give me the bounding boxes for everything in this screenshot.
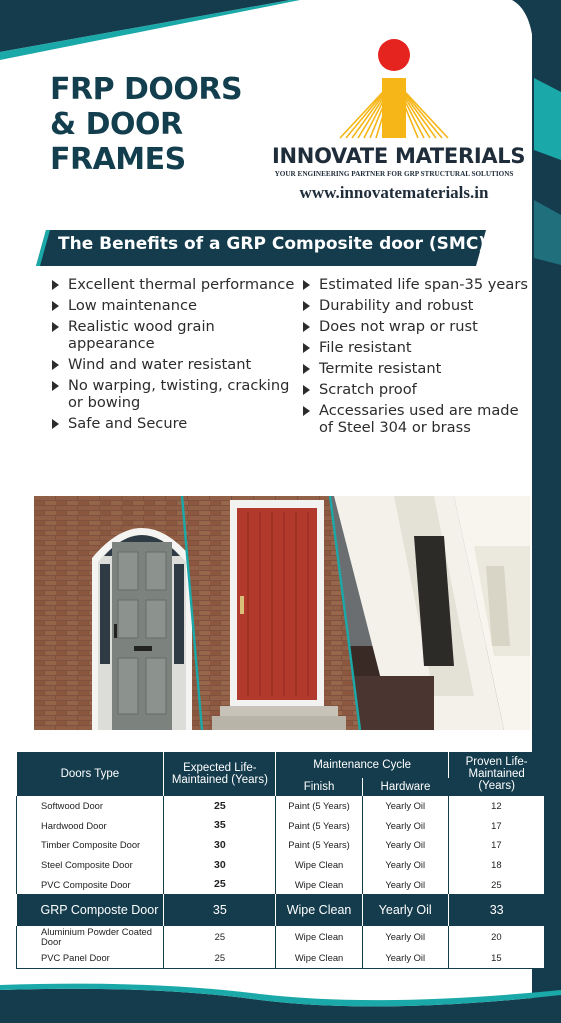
finish-cell: Wipe Clean — [276, 948, 362, 968]
list-item: Excellent thermal performance — [52, 276, 297, 293]
table-row — [17, 948, 545, 968]
proven-life-cell: 25 — [448, 874, 544, 894]
door-type-cell: Steel Composite Door — [17, 855, 164, 875]
proven-life-cell: 33 — [448, 894, 544, 926]
benefits-list-left — [52, 276, 297, 436]
proven-life-cell: 12 — [448, 796, 544, 816]
expected-life-cell: 25 — [164, 796, 276, 816]
finish-cell: Paint (5 Years) — [276, 835, 362, 855]
finish-cell: Wipe Clean — [276, 894, 362, 926]
header-maintenance-cycle: Maintenance Cycle — [276, 752, 448, 778]
list-item: No warping, twisting, cracking or bowing — [52, 377, 297, 411]
header-proven-life: Proven Life-Maintained (Years) — [448, 752, 544, 796]
list-item: Low maintenance — [52, 297, 297, 314]
bullet-triangle-icon — [52, 280, 59, 290]
benefits-list-right — [303, 276, 533, 440]
table-row — [17, 874, 545, 894]
door-type-cell: PVC Composite Door — [17, 874, 164, 894]
bullet-triangle-icon — [52, 381, 59, 391]
table-row — [17, 835, 545, 855]
list-item: Realistic wood grain appearance — [52, 318, 297, 352]
right-teal-accent — [534, 78, 561, 160]
hardware-cell: Yearly Oil — [362, 855, 448, 875]
hardware-cell: Yearly Oil — [362, 926, 448, 948]
expected-life-cell: 30 — [164, 855, 276, 875]
header-finish: Finish — [276, 778, 362, 796]
grp-frame-profile-photo — [330, 496, 530, 730]
proven-life-cell: 15 — [448, 948, 544, 968]
bullet-triangle-icon — [303, 406, 310, 416]
door-type-cell: Aluminium Powder Coated Door — [17, 926, 164, 948]
proven-life-cell: 17 — [448, 835, 544, 855]
brand-website-link[interactable]: www.innovatematerials.in — [299, 183, 489, 202]
door-type-cell: Hardwood Door — [17, 816, 164, 836]
finish-cell: Paint (5 Years) — [276, 816, 362, 836]
door-photo-collage — [34, 496, 530, 730]
list-item: Estimated life span-35 years — [303, 276, 533, 293]
page-title: FRP DOORS & DOOR FRAMES — [50, 72, 243, 177]
table-row — [17, 816, 545, 836]
bottom-navy-wave — [0, 989, 561, 1023]
hardware-cell: Yearly Oil — [362, 874, 448, 894]
bullet-triangle-icon — [52, 360, 59, 370]
hardware-cell: Yearly Oil — [362, 796, 448, 816]
expected-life-cell: 25 — [164, 926, 276, 948]
proven-life-cell: 18 — [448, 855, 544, 875]
bullet-triangle-icon — [52, 322, 59, 332]
expected-life-cell: 35 — [164, 894, 276, 926]
door-type-cell: Softwood Door — [17, 796, 164, 816]
hardware-cell: Yearly Oil — [362, 948, 448, 968]
finish-cell: Wipe Clean — [276, 874, 362, 894]
list-item: Wind and water resistant — [52, 356, 297, 373]
door-type-cell: Timber Composite Door — [17, 835, 164, 855]
list-item: Termite resistant — [303, 360, 533, 377]
hardware-cell: Yearly Oil — [362, 894, 448, 926]
table-row — [17, 926, 545, 948]
header-hardware: Hardware — [362, 778, 448, 796]
list-item: Accessaries used are made of Steel 304 or brass — [303, 402, 533, 436]
bullet-triangle-icon — [303, 322, 310, 332]
letter-i-sunburst-icon — [336, 38, 456, 142]
bullet-triangle-icon — [52, 301, 59, 311]
hardware-cell: Yearly Oil — [362, 816, 448, 836]
finish-cell: Wipe Clean — [276, 855, 362, 875]
bullet-triangle-icon — [52, 419, 59, 429]
expected-life-cell: 25 — [164, 874, 276, 894]
brand-name: INNOVATE MATERIALS — [272, 144, 526, 168]
bullet-triangle-icon — [303, 280, 310, 290]
header-expected-life: Expected Life-Maintained (Years) — [164, 752, 276, 796]
list-item: Durability and robust — [303, 297, 533, 314]
table-row-highlighted — [17, 894, 545, 926]
grey-door-photo — [34, 496, 204, 730]
brand-tagline: YOUR ENGINEERING PARTNER FOR GRP STRUCTURAL SOLUTIONS — [274, 170, 514, 178]
hardware-cell: Yearly Oil — [362, 835, 448, 855]
bullet-triangle-icon — [303, 343, 310, 353]
door-type-cell: GRP Composte Door — [17, 894, 164, 926]
bullet-triangle-icon — [303, 385, 310, 395]
expected-life-cell: 30 — [164, 835, 276, 855]
door-comparison-table — [16, 752, 545, 969]
header-doors-type: Doors Type — [17, 752, 164, 796]
proven-life-cell: 17 — [448, 816, 544, 836]
list-item: Safe and Secure — [52, 415, 297, 432]
finish-cell: Wipe Clean — [276, 926, 362, 948]
proven-life-cell: 20 — [448, 926, 544, 948]
benefits-heading: The Benefits of a GRP Composite door (SMC) — [58, 234, 487, 254]
list-item: Scratch proof — [303, 381, 533, 398]
door-type-cell: PVC Panel Door — [17, 948, 164, 968]
table-row — [17, 796, 545, 816]
list-item: Does not wrap or rust — [303, 318, 533, 335]
list-item: File resistant — [303, 339, 533, 356]
expected-life-cell: 35 — [164, 816, 276, 836]
bullet-triangle-icon — [303, 301, 310, 311]
expected-life-cell: 25 — [164, 948, 276, 968]
table-row — [17, 855, 545, 875]
finish-cell: Paint (5 Years) — [276, 796, 362, 816]
bullet-triangle-icon — [303, 364, 310, 374]
